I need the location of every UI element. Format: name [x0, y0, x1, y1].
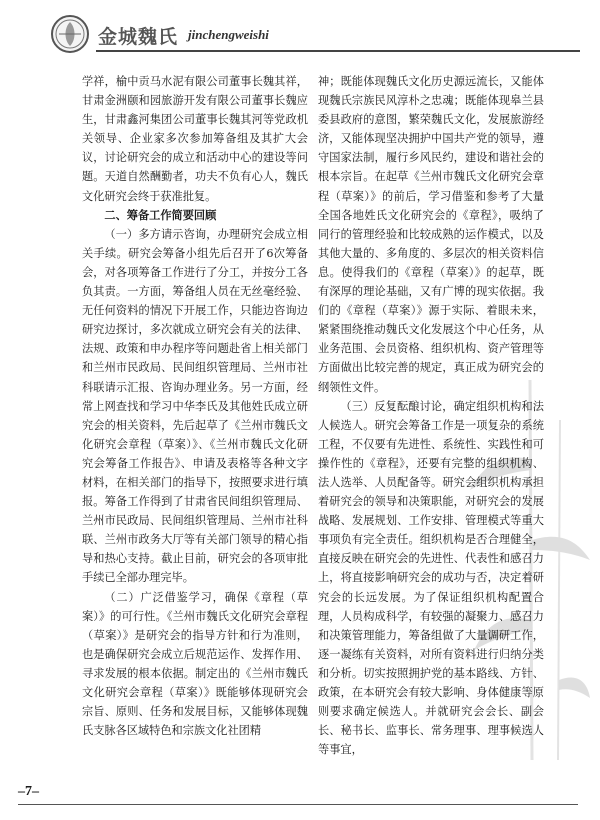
paragraph: （二）广泛借鉴学习，确保《章程（草案）》的可行性。《兰州市魏氏文化研究会章程（草案）》是研究会的指导方针和行为准则，也是确保研究会成立后规范运作、发挥作用、寻求发展的根本依据。制定出的《兰州市魏氏文化研究会章程（草案）》既能够体现研究会宗旨、原则、任务和发展目标，又能够体现魏氏支脉各区域特色和宗族文化社团精	[82, 590, 308, 738]
paragraph: （一）多方请示咨询，办理研究会成立相关手续。研究会筹备小组先后召开了6次筹备会，对各项筹备工作进行了分工，并按分工各负其责。一方面，筹备组人员在无丝毫经验、无任何资料的情况下开展工作，只能边咨询边研究边探讨，多次就成立研究会有关的法律、法规、政策和申办程序等问题赴省上相关部门和兰州市民政局、民间组织管理局、兰州市社科联请示汇报、咨询办理业务。另一方面，经常上网查找和学习中华李氏及其他姓氏成立研究会的相关资料，先后起草了《兰州市魏氏文化研究会章程（草案）》、《兰州市魏氏文化研究会筹备工作报告》、申请及表格等各种文字材料，在相关部门的指导下，按照要求进行填报。筹备工作得到了甘肃省民间组织管理局、兰州市民政局、民间组织管理局、兰州市社科联、兰州市政务大厅等有关部门领导的精心指导和热心支持。截止目前，研究会的各项审批手续已全部办理完毕。	[82, 227, 308, 585]
page-header	[50, 14, 580, 58]
page-number: –7–	[18, 784, 39, 799]
header-divider	[96, 50, 580, 52]
footer-divider	[18, 804, 578, 805]
paragraph: 神；既能体现魏氏文化历史源远流长，又能体现魏氏宗族民风淳朴之忠魂；既能体现皋兰县委县政府的意图，繁荣魏氏文化，发展旅游经济，又能体现坚决拥护中国共产党的领导，遵守国家法制，履行乡风民约，建设和谐社会的根本宗旨。在起草《兰州市魏氏文化研究会章程（草案）》的前后，学习借鉴和参考了大量全国各地姓氏文化研究会的《章程》，吸纳了同行的管理经验和比较成熟的运作模式，以及其他大量的、多角度的、多层次的相关资料信息。使得我们的《章程（草案）》的起草，既有深厚的理论基础，又有广博的现实依据。我们的《章程（草案）》源于实际、着眼未来，紧紧围绕推动魏氏文化发展这个中心任务，从业务范围、会员资格、组织机构、资产管理等方面做出比较完善的规定，真正成为研究会的纲领性文件。	[318, 75, 544, 394]
paragraph: 学祥，榆中贡马水泥有限公司董事长魏其祥，甘肃金洲颐和园旅游开发有限公司董事长魏应生，甘肃鑫河集团公司董事长魏其河等党政机关领导、企业家多次参加筹备组及其扩大会议，讨论研究会的成立和活动中心的建设等问题。天道自然酬勤者，功夫不负有心人，魏氏文化研究会终于获准批复。	[82, 75, 308, 203]
magazine-pinyin: jinchengweishi	[188, 27, 269, 42]
right-text-column	[318, 72, 544, 759]
section-heading: 二、筹备工作简要回顾	[104, 207, 217, 222]
magazine-seal-icon	[50, 14, 90, 54]
magazine-title: 金城魏氏	[98, 26, 179, 48]
left-text-column	[82, 72, 308, 740]
paragraph: （三）反复酝酿讨论，确定组织机构和法人候选人。研究会筹备工作是一项复杂的系统工程，不仅要有先进性、系统性、实践性和可操作性的《章程》，还要有完整的组织机构、法人选举、人员配备等。研究会组织机构承担着研究会的领导和决策职能，对研究会的发展战略、发展规划、工作安排、管理模式等重大事项负有完全责任。组织机构是否合理健全，直接反映在研究会的先进性、代表性和感召力上，将直接影响研究会的成功与否，决定着研究会的长远发展。为了保证组织机构配置合理，人员构成科学，有较强的凝聚力、感召力和决策管理能力，筹备组做了大量调研工作，逐一凝练有关资料，对所有资料进行归纳分类和分析。切实按照拥护党的基本路线、方针、政策，在本研究会有较大影响、身体健康等原则要求确定候选人。并就研究会会长、副会长、秘书长、监事长、常务理事、理事候选人等事宜，	[318, 399, 544, 757]
